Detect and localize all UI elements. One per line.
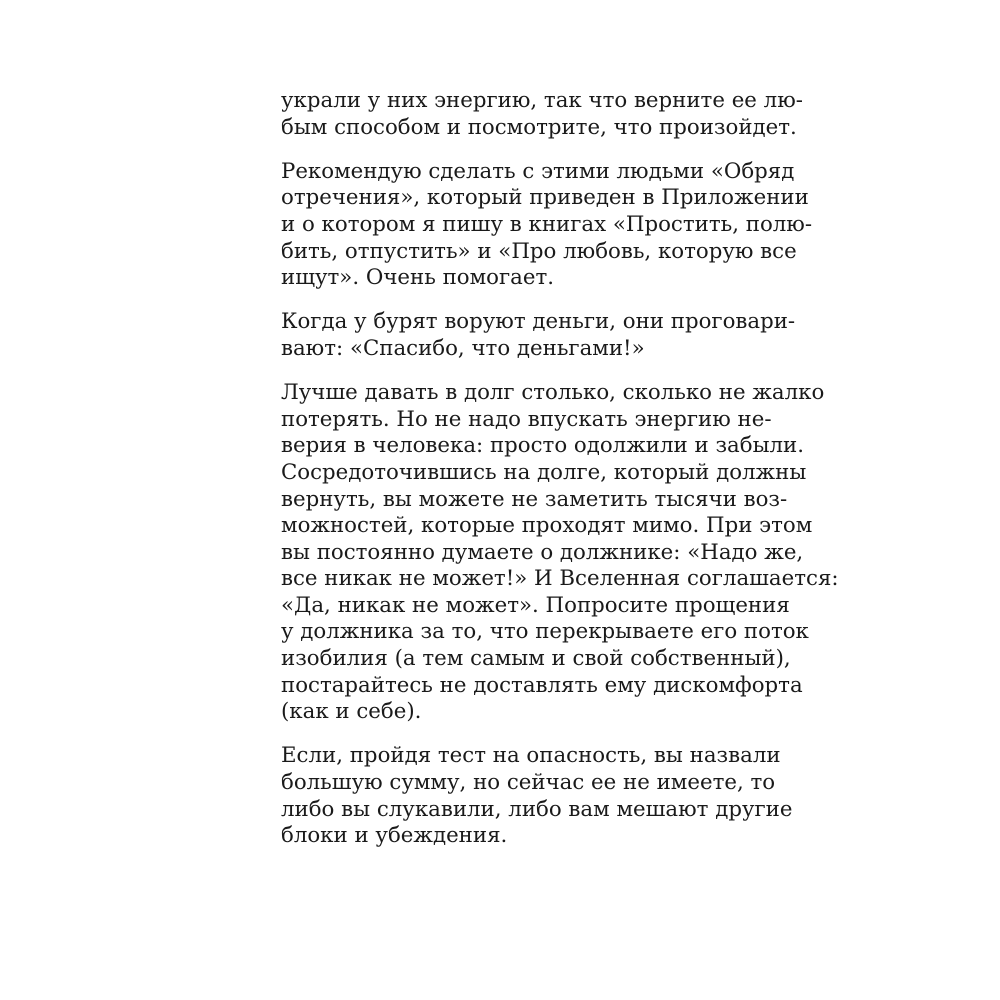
- paragraph: [281, 743, 793, 849]
- book-page-text: [281, 88, 839, 867]
- paragraph: [281, 380, 839, 726]
- text-line: «Да, никак не может». Попросите прощения: [281, 592, 790, 618]
- text-line: все никак не может!» И Вселенная соглашается:: [281, 566, 839, 592]
- text-line: (как и себе).: [281, 699, 422, 725]
- text-line: Если, пройдя тест на опасность, вы назвали: [281, 743, 781, 769]
- paragraph: [281, 309, 796, 362]
- text-line: Лучше давать в долг столько, сколько не жалко: [281, 380, 825, 406]
- paragraph: [281, 88, 803, 141]
- text-line: большую сумму, но сейчас ее не имеете, то: [281, 770, 776, 796]
- text-line: вернуть, вы можете не заметить тысячи воз-: [281, 486, 788, 512]
- text-line: у должника за то, что перекрываете его поток: [281, 619, 809, 645]
- text-line: постарайтесь не доставлять ему дискомфорта: [281, 672, 803, 698]
- text-line: бить, отпустить» и «Про любовь, которую все: [281, 238, 797, 264]
- text-line: вают: «Спасибо, что деньгами!»: [281, 335, 645, 361]
- text-line: можностей, которые проходят мимо. При этом: [281, 513, 813, 539]
- text-line: изобилия (а тем самым и свой собственный),: [281, 646, 791, 672]
- text-line: блоки и убеждения.: [281, 823, 508, 849]
- text-line: и о котором я пишу в книгах «Простить, полю-: [281, 211, 813, 237]
- text-line: вы постоянно думаете о должнике: «Надо же,: [281, 539, 804, 565]
- text-line: бым способом и посмотрите, что произойдет.: [281, 114, 797, 140]
- text-line: потерять. Но не надо впускать энергию не-: [281, 406, 772, 432]
- text-line: отречения», который приведен в Приложении: [281, 185, 809, 211]
- text-line: Рекомендую сделать с этими людьми «Обряд: [281, 158, 795, 184]
- text-line: Когда у бурят воруют деньги, они проговари-: [281, 309, 796, 335]
- paragraph: [281, 158, 813, 292]
- text-line: либо вы слукавили, либо вам мешают другие: [281, 796, 793, 822]
- text-line: верия в человека: просто одолжили и забыли.: [281, 433, 805, 459]
- text-line: украли у них энергию, так что верните ее лю-: [281, 88, 803, 113]
- text-line: ищут». Очень помогает.: [281, 265, 554, 291]
- text-line: Сосредоточившись на долге, который должны: [281, 459, 807, 485]
